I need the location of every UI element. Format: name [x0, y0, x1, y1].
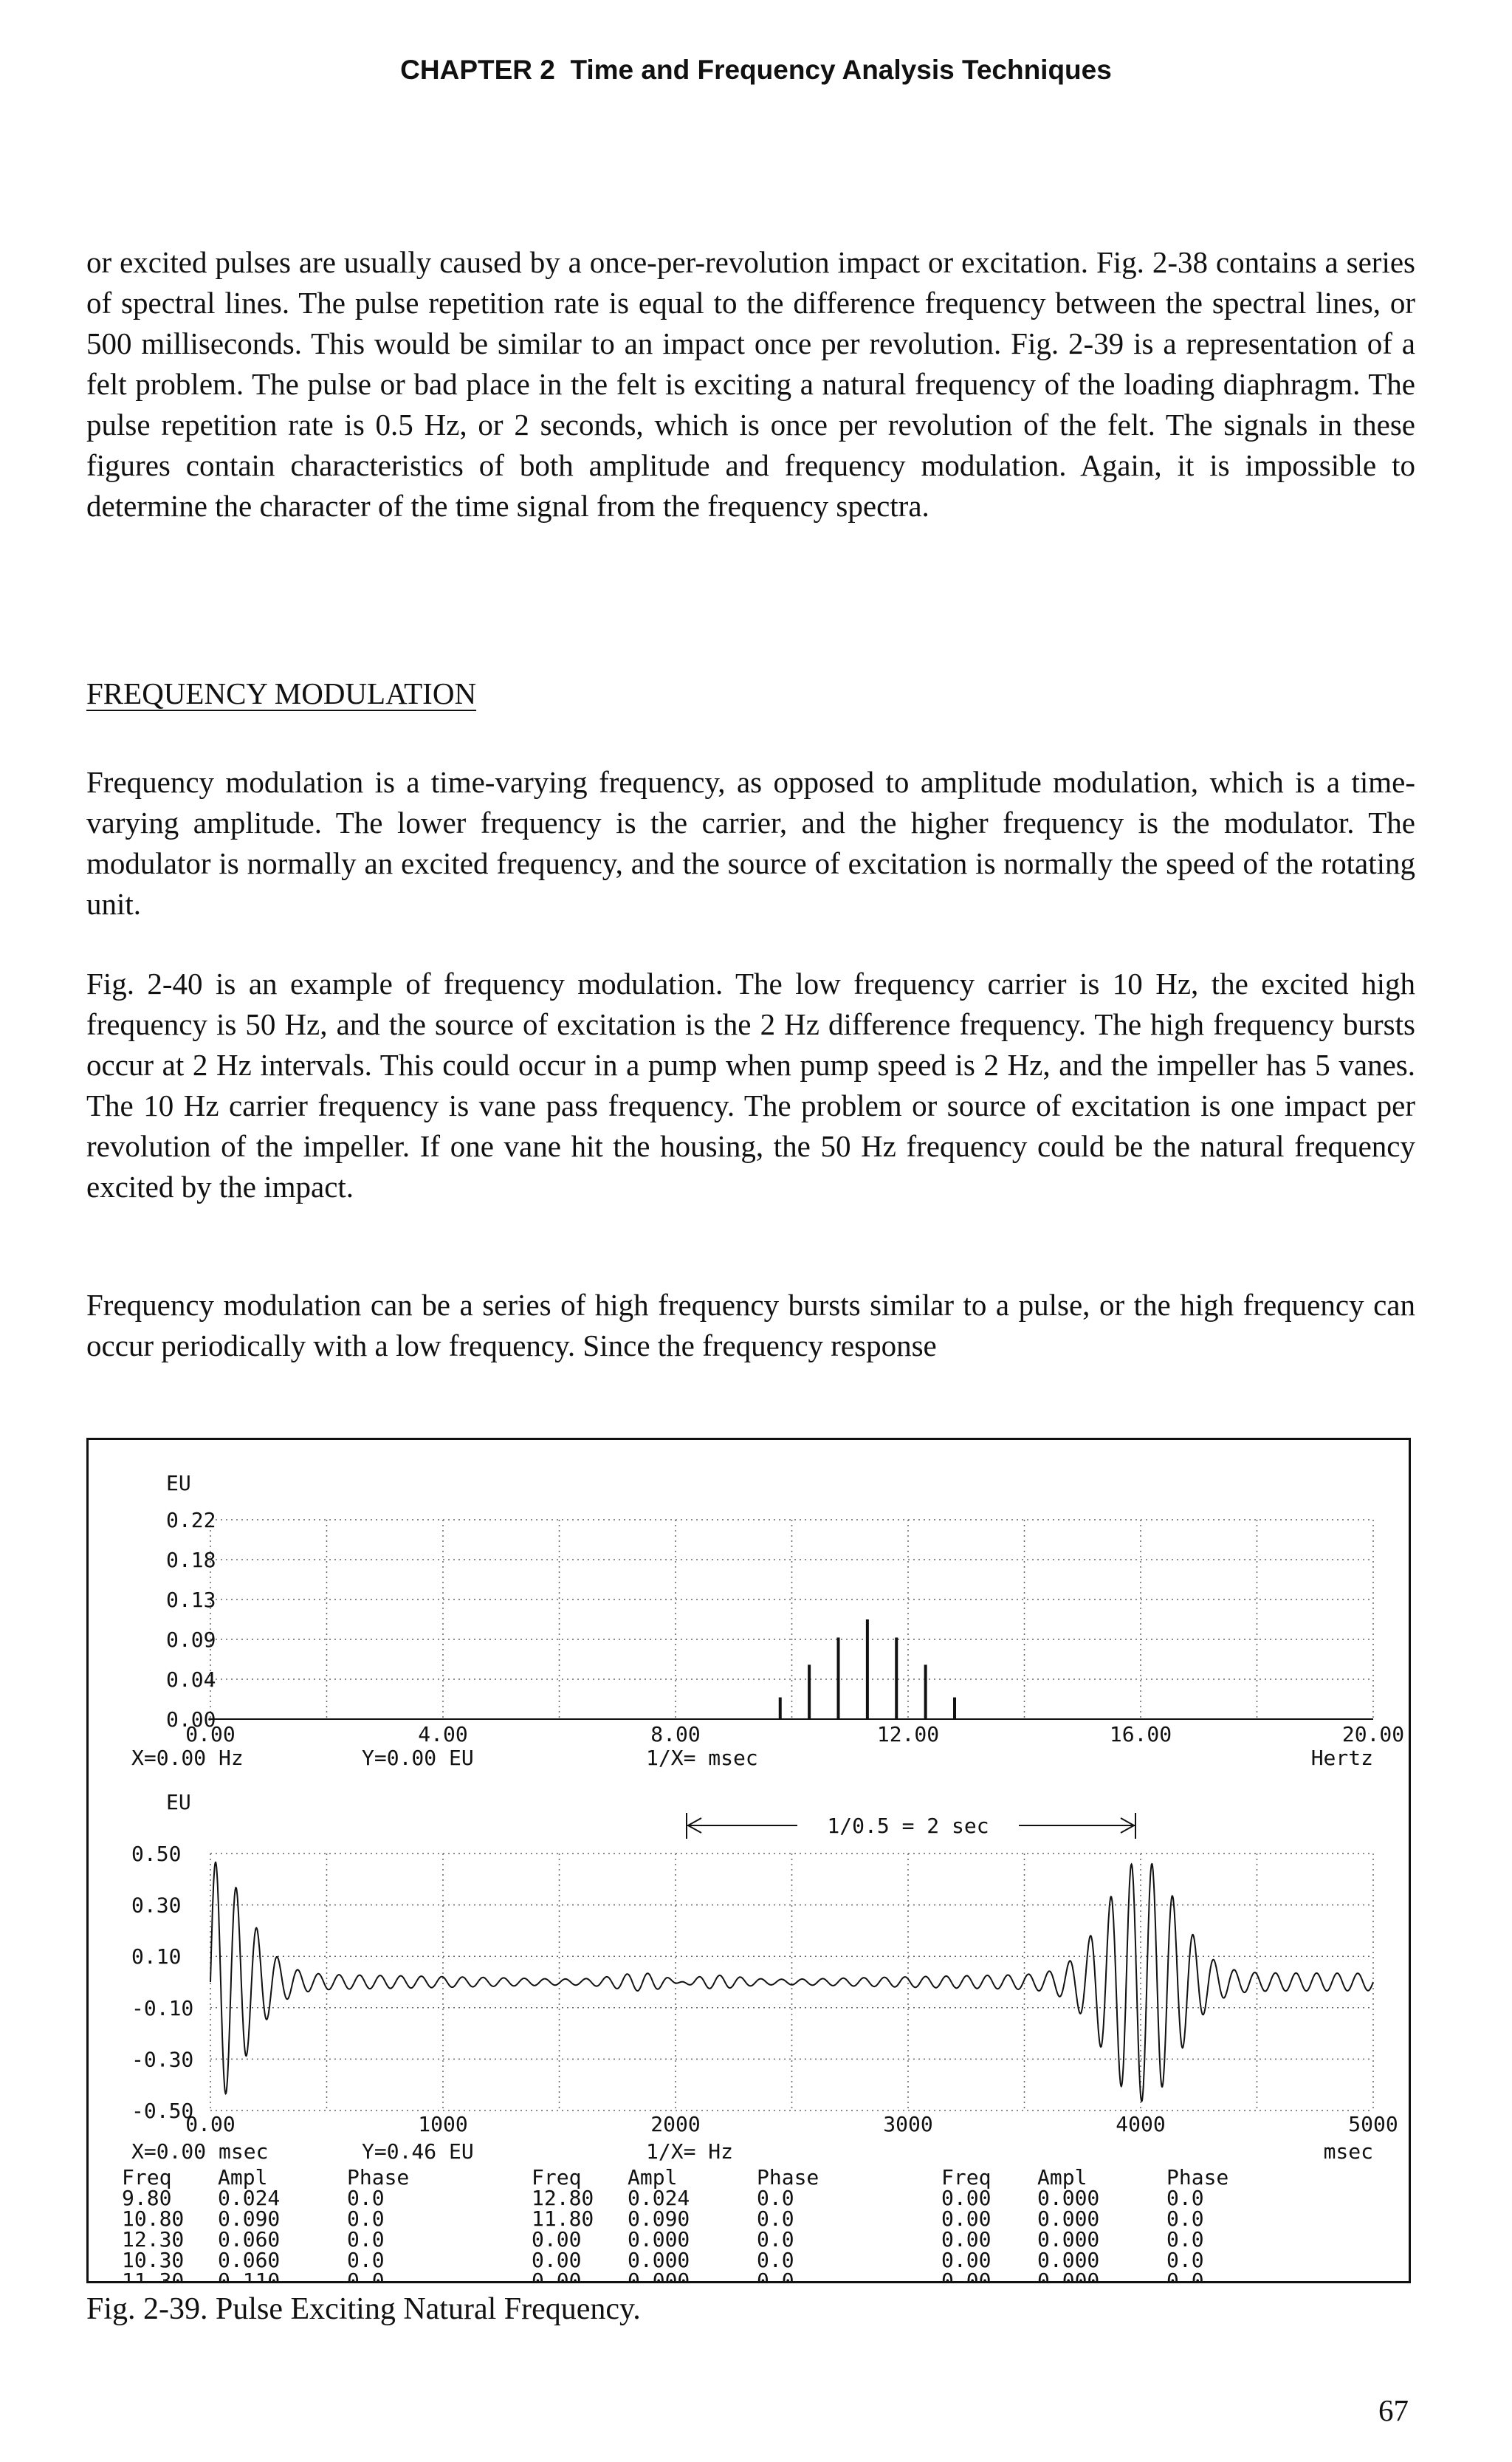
spectrum-y-tick-label: 0.04 — [166, 1667, 216, 1692]
table-cell: 0.060 — [218, 2248, 281, 2272]
time-y-tick-label: -0.10 — [131, 1995, 194, 2020]
spectrum-status-y: Y=0.00 EU — [362, 1746, 474, 1770]
time-waveform-plot — [131, 1790, 1398, 2164]
spectrum-bars — [780, 1619, 955, 1719]
table-cell: 0.000 — [628, 2269, 690, 2281]
spectrum-y-tick-label: 0.09 — [166, 1628, 216, 1652]
table-header: Freq — [122, 2165, 172, 2190]
spectrum-x-ticks — [185, 1722, 1404, 1746]
table-cell: 0.0 — [757, 2227, 794, 2252]
period-annotation-label: 1/0.5 = 2 sec — [827, 1814, 989, 1838]
table-cell: 11.30 — [122, 2269, 185, 2281]
spectrum-plot — [131, 1471, 1404, 1770]
spectrum-y-tick-label: 0.22 — [166, 1508, 216, 1532]
time-y-tick-label: 0.30 — [131, 1893, 182, 1918]
paragraph-1: or excited pulses are usually caused by a once-per-revolution impact or excitation. Fig. 2-38 contains a series of spectral lines. The pulse repetition rate is equal to the difference frequency between the spectral lines, or 500 milliseconds. This would be similar to an impact once per revolution. Fig. 2-39 is a representation of a felt problem. The pulse or bad place in the felt is exciting a natural frequency of the loading diaphragm. The pulse repetition rate is 0.5 Hz, or 2 seconds, which is once per revolution of the felt. The signals in these figures contain characteristics of both amplitude and frequency modulation. Again, it is impossible to determine the character of the time signal from the frequency spectra. — [86, 245, 1415, 523]
spectrum-x-tick-label: 16.00 — [1109, 1722, 1172, 1746]
table-cell: 0.00 — [532, 2248, 582, 2272]
table-cell: 12.80 — [532, 2186, 594, 2210]
time-y-tick-label: -0.50 — [131, 2099, 194, 2123]
table-header: Ampl — [628, 2165, 678, 2190]
figure-caption: Fig. 2-39. Pulse Exciting Natural Frequency. — [86, 2292, 641, 2326]
spectrum-x-tick-label: 20.00 — [1341, 1722, 1405, 1746]
paragraph-4: Frequency modulation can be a series of high frequency bursts similar to a pulse, or the high frequency can occur periodically with a low frequency. Since the frequency response — [86, 1288, 1415, 1362]
spectrum-y-ticks — [166, 1508, 216, 1732]
table-cell: 0.060 — [218, 2227, 281, 2252]
table-cell: 0.000 — [1037, 2248, 1100, 2272]
paragraph-3: Fig. 2-40 is an example of frequency modulation. The low frequency carrier is 10 Hz, the excited high frequency is 50 Hz, and the source of excitation is the 2 Hz difference frequency. The high frequency bursts occur at 2 Hz intervals. This could occur in a pump when pump speed is 2 Hz, and the impeller has 5 vanes. The 10 Hz carrier frequency is vane pass frequency. The problem or source of excitation is one impact per revolution of the impeller. If one vane hit the housing, the 50 Hz frequency could be the natural frequency excited by the impact. — [86, 967, 1415, 1204]
table-cell: 0.0 — [757, 2269, 794, 2281]
chapter-title: Time and Frequency Analysis Techniques — [570, 55, 1112, 85]
frequency-table — [122, 2165, 1228, 2281]
time-x-unit: msec — [1323, 2139, 1373, 2164]
table-cell: 0.0 — [757, 2248, 794, 2272]
table-cell: 12.30 — [122, 2227, 185, 2252]
table-cell: 0.000 — [628, 2248, 690, 2272]
table-cell: 0.024 — [628, 2186, 690, 2210]
time-status-x: X=0.00 msec — [131, 2139, 269, 2164]
table-cell: 0.0 — [347, 2186, 385, 2210]
table-header: Ampl — [1037, 2165, 1087, 2190]
table-cell: 0.00 — [532, 2227, 582, 2252]
table-cell: 0.0 — [1166, 2269, 1204, 2281]
table-cell: 9.80 — [122, 2186, 172, 2210]
spectrum-status-inv: 1/X= msec — [646, 1746, 758, 1770]
table-cell: 0.00 — [941, 2227, 992, 2252]
chapter-label: CHAPTER 2 — [400, 55, 555, 85]
table-cell: 0.0 — [347, 2269, 385, 2281]
time-y-tick-label: 0.10 — [131, 1944, 182, 1969]
time-unit-label: EU — [166, 1790, 191, 1814]
spectrum-unit-label: EU — [166, 1471, 191, 1495]
table-cell: 0.0 — [757, 2186, 794, 2210]
table-cell: 0.0 — [1166, 2248, 1204, 2272]
table-cell: 0.024 — [218, 2186, 281, 2210]
spectrum-x-tick-label: 8.00 — [650, 1722, 701, 1746]
analyzer-screen — [89, 1440, 1409, 2281]
table-cell: 0.0 — [1166, 2186, 1204, 2210]
table-cell: 0.00 — [941, 2206, 992, 2231]
table-cell: 0.0 — [1166, 2227, 1204, 2252]
paragraph-2: Frequency modulation is a time-varying frequency, as opposed to amplitude modulation, which is a time-varying amplitude. The lower frequency is the carrier, and the higher frequency is the modulator. The modulator is normally an excited frequency, and the source of excitation is normally the speed of the rotating unit. — [86, 765, 1415, 921]
table-header: Phase — [347, 2165, 410, 2190]
table-cell: 0.00 — [941, 2248, 992, 2272]
time-status-y: Y=0.46 EU — [362, 2139, 474, 2164]
table-cell: 10.80 — [122, 2206, 185, 2231]
table-cell: 0.0 — [347, 2227, 385, 2252]
time-y-tick-label: -0.30 — [131, 2047, 194, 2072]
table-cell: 0.090 — [218, 2206, 281, 2231]
spectrum-grid — [210, 1520, 1373, 1719]
period-annotation — [687, 1813, 1135, 1839]
table-cell: 0.0 — [347, 2206, 385, 2231]
time-x-tick-label: 5000 — [1348, 2112, 1398, 2136]
table-header: Freq — [532, 2165, 582, 2190]
time-x-tick-label: 4000 — [1116, 2112, 1166, 2136]
spectrum-x-tick-label: 12.00 — [876, 1722, 940, 1746]
table-cell: 0.000 — [1037, 2186, 1100, 2210]
time-x-ticks — [185, 2112, 1398, 2136]
spectrum-y-tick-label: 0.18 — [166, 1548, 216, 1572]
time-x-tick-label: 3000 — [883, 2112, 933, 2136]
time-waveform-line — [210, 1862, 1373, 2102]
table-header: Phase — [1166, 2165, 1229, 2190]
table-header: Ampl — [218, 2165, 268, 2190]
table-cell: 0.000 — [1037, 2227, 1100, 2252]
spectrum-x-tick-label: 4.00 — [418, 1722, 468, 1746]
spectrum-x-tick-label: 0.00 — [185, 1722, 236, 1746]
running-header — [0, 55, 1512, 86]
figure-panel — [86, 1438, 1411, 2283]
table-cell: 0.0 — [347, 2248, 385, 2272]
table-cell: 0.000 — [1037, 2206, 1100, 2231]
table-cell: 0.110 — [218, 2269, 281, 2281]
page-number: 67 — [1378, 2393, 1409, 2427]
table-cell: 0.0 — [1166, 2206, 1204, 2231]
table-cell: 0.00 — [532, 2269, 582, 2281]
spectrum-y-tick-label: 0.00 — [166, 1707, 216, 1732]
spectrum-x-unit: Hertz — [1310, 1746, 1373, 1770]
table-cell: 10.30 — [122, 2248, 185, 2272]
time-x-tick-label: 0.00 — [185, 2112, 236, 2136]
table-cell: 0.0 — [757, 2206, 794, 2231]
table-cell: 0.090 — [628, 2206, 690, 2231]
table-cell: 0.00 — [941, 2269, 992, 2281]
table-header: Phase — [757, 2165, 819, 2190]
table-header: Freq — [941, 2165, 992, 2190]
table-cell: 0.000 — [628, 2227, 690, 2252]
section-heading: FREQUENCY MODULATION — [86, 676, 477, 710]
table-cell: 11.80 — [532, 2206, 594, 2231]
time-y-tick-label: 0.50 — [131, 1842, 182, 1866]
spectrum-status-x: X=0.00 Hz — [131, 1746, 244, 1770]
time-status-inv: 1/X= Hz — [646, 2139, 734, 2164]
spectrum-y-tick-label: 0.13 — [166, 1588, 216, 1612]
time-x-tick-label: 1000 — [418, 2112, 468, 2136]
time-y-ticks — [131, 1842, 193, 2123]
table-cell: 0.000 — [1037, 2269, 1100, 2281]
table-cell: 0.00 — [941, 2186, 992, 2210]
time-x-tick-label: 2000 — [650, 2112, 701, 2136]
